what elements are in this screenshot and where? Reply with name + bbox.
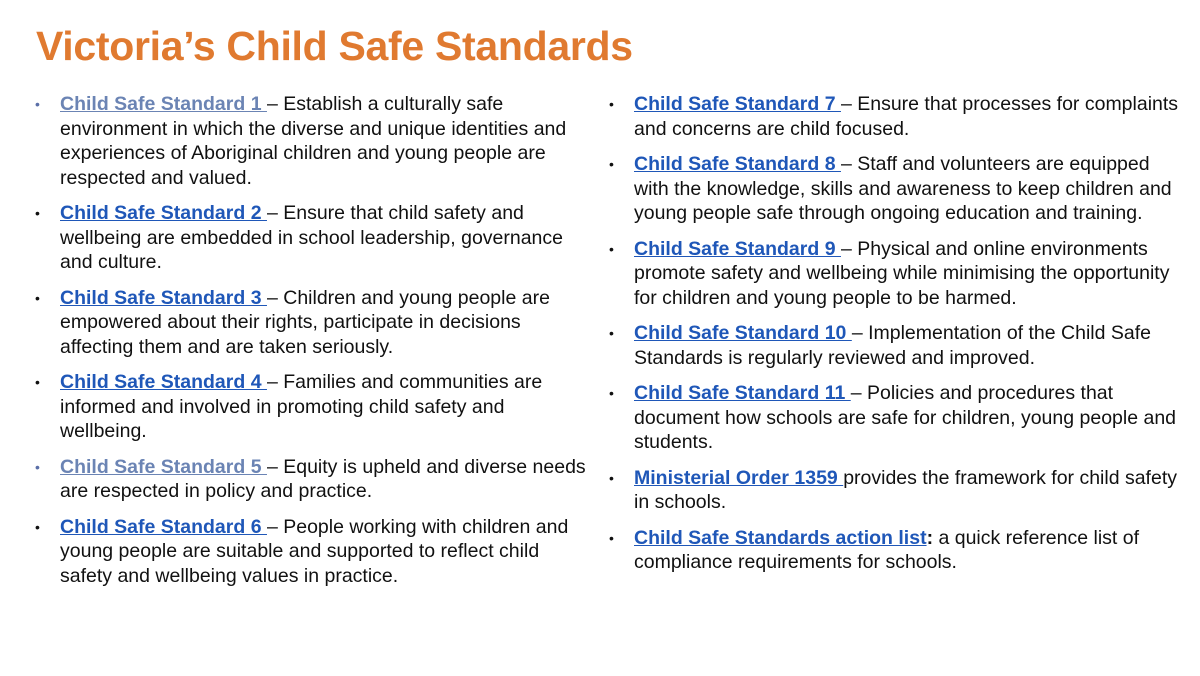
child-safe-standard-9-link[interactable]: Child Safe Standard 9 (634, 237, 841, 260)
child-safe-standard-1-link[interactable]: Child Safe Standard 1 (60, 93, 267, 115)
bullet-icon: • (609, 156, 614, 172)
child-safe-standard-7-link[interactable]: Child Safe Standard 7 (634, 93, 841, 115)
list-item (30, 92, 592, 190)
list-item (604, 152, 1184, 226)
bullet-icon: • (609, 96, 614, 112)
item-description: – Physical and online environments promote safety and wellbeing while minimising the opportunity for children and young people to be harmed. (634, 237, 1170, 309)
ministerial-order-1359-link[interactable]: Ministerial Order 1359 (634, 466, 844, 489)
child-safe-standard-2-link[interactable]: Child Safe Standard 2 (60, 202, 267, 224)
list-item (604, 466, 1184, 515)
standards-list-right (604, 92, 1184, 586)
standards-list-left (30, 92, 592, 599)
bullet-icon: • (609, 240, 614, 257)
bullet-icon: • (35, 458, 40, 475)
item-description: – Families and communities are informed and involved in promoting child safety and wellbeing. (60, 371, 543, 442)
child-safe-standard-4-link[interactable]: Child Safe Standard 4 (60, 371, 267, 393)
bullet-icon: • (35, 374, 40, 390)
item-description-text: a quick reference list of compliance requirements for schools. (634, 526, 1139, 573)
child-safe-standard-10-link[interactable]: Child Safe Standard 10 (634, 322, 852, 344)
bullet-icon: • (35, 205, 40, 221)
item-description: – Implementation of the Child Safe Standards is regularly reviewed and improved. (634, 322, 1151, 369)
bullet-icon: • (609, 469, 614, 486)
list-item (30, 515, 592, 589)
item-description: – Children and young people are empowered about their rights, participate in decisions affecting them and are taken seriously. (60, 286, 550, 358)
item-description: – Ensure that processes for complaints and concerns are child focused. (634, 93, 1179, 140)
child-safe-standard-5-link[interactable]: Child Safe Standard 5 (60, 455, 267, 478)
item-description: provides the framework for child safety in schools. (634, 466, 1177, 513)
bullet-icon: • (35, 518, 40, 535)
list-item (604, 92, 1184, 141)
bullet-icon: • (609, 325, 614, 341)
list-item (30, 370, 592, 444)
page-title: Victoria’s Child Safe Standards (36, 23, 633, 69)
list-item (30, 201, 592, 275)
list-item (30, 286, 592, 360)
action-list-link[interactable]: Child Safe Standards action list (634, 526, 927, 549)
list-item (604, 321, 1184, 370)
bullet-icon: • (609, 385, 614, 401)
item-description: – Establish a culturally safe environment in which the diverse and unique identities and experiences of Aboriginal children and young people are respected and valued. (60, 93, 567, 189)
bullet-icon: • (35, 96, 40, 112)
item-description: – Staff and volunteers are equipped with the knowledge, skills and awareness to keep children and young people safe through ongoing education and training. (634, 153, 1172, 224)
item-description: – People working with children and young people are suitable and supported to reflect child safety and wellbeing values in practice. (60, 515, 569, 587)
list-item (604, 526, 1184, 575)
list-item (30, 455, 592, 504)
bullet-icon: • (35, 289, 40, 306)
list-item (604, 381, 1184, 455)
child-safe-standard-11-link[interactable]: Child Safe Standard 11 (634, 382, 851, 404)
bullet-icon: • (609, 529, 614, 546)
item-separator: : (926, 526, 934, 549)
item-description: – Policies and procedures that document how schools are safe for children, young people and students. (634, 382, 1177, 453)
child-safe-standard-8-link[interactable]: Child Safe Standard 8 (634, 153, 841, 175)
list-item (604, 237, 1184, 311)
child-safe-standard-6-link[interactable]: Child Safe Standard 6 (60, 515, 267, 538)
item-description: – Ensure that child safety and wellbeing are embedded in school leadership, governance and culture. (60, 202, 564, 273)
item-description: – Equity is upheld and diverse needs are respected in policy and practice. (60, 455, 586, 502)
child-safe-standard-3-link[interactable]: Child Safe Standard 3 (60, 286, 267, 309)
